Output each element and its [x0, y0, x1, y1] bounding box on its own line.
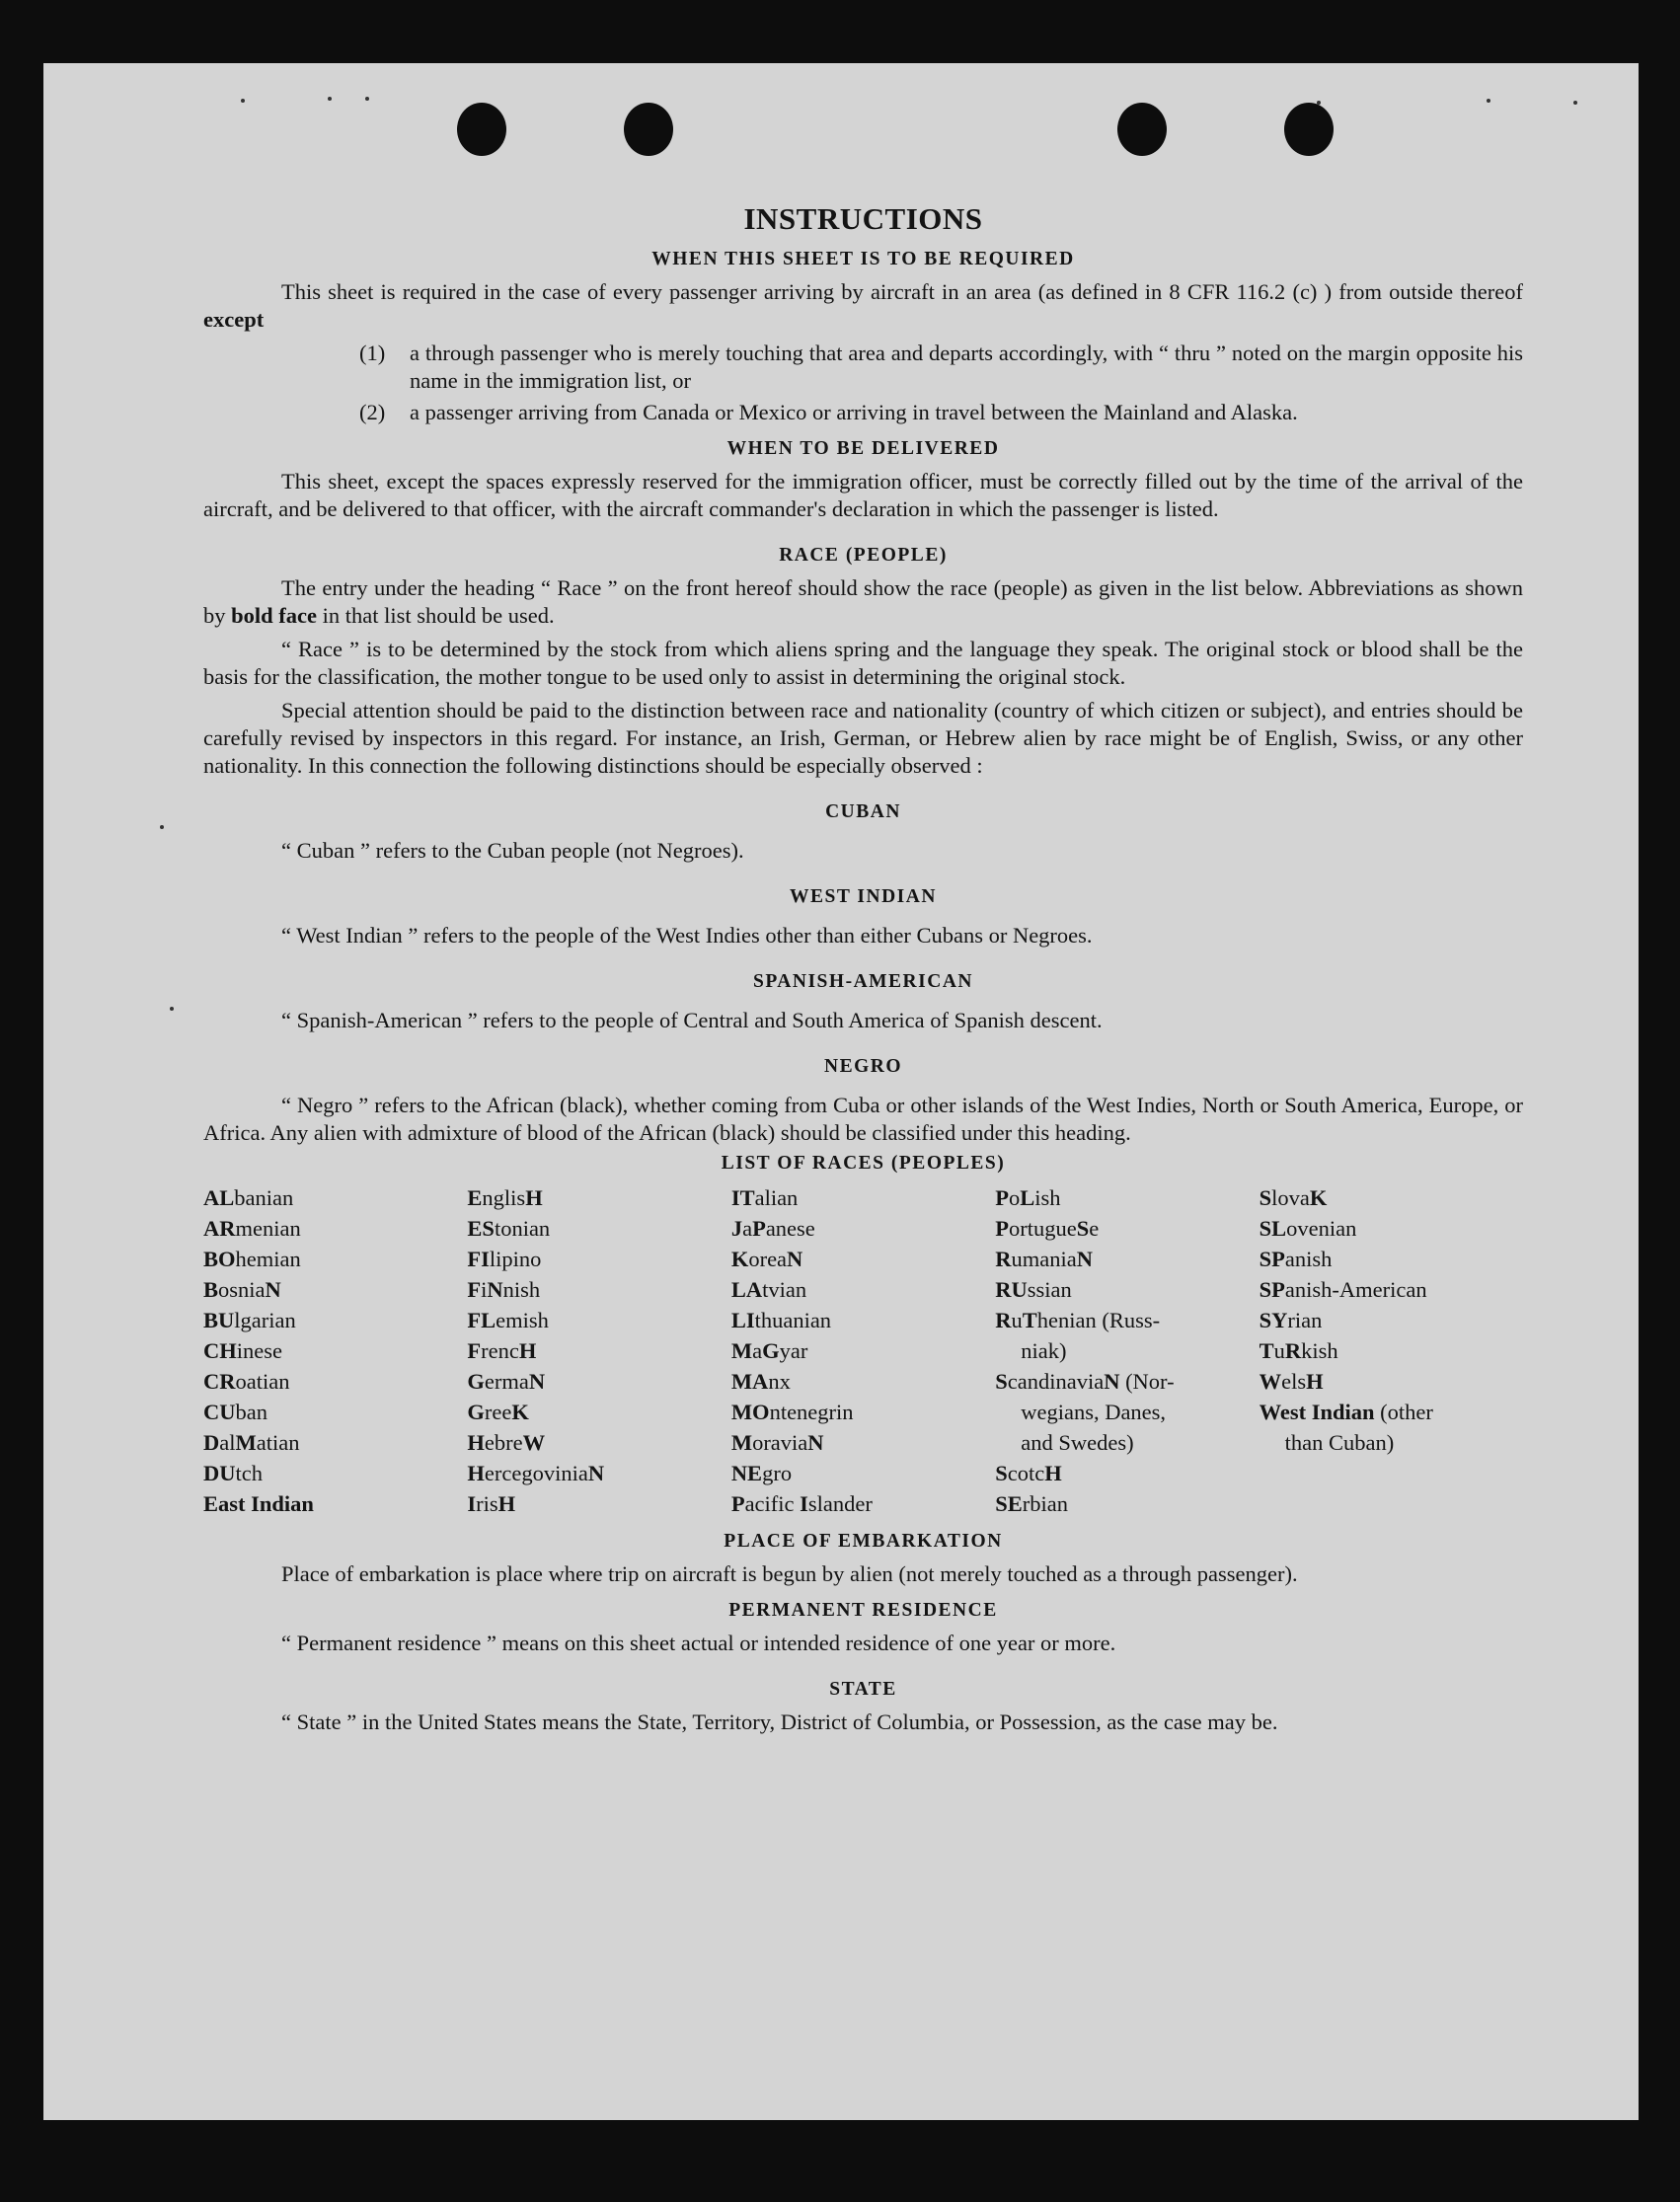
- heading-embarkation: PLACE OF EMBARKATION: [724, 1531, 1003, 1552]
- document-sheet: [43, 63, 1639, 2120]
- race-entry: FLemish: [467, 1308, 549, 1332]
- race-column: [203, 1182, 467, 1519]
- race-entry: BOhemian: [203, 1247, 301, 1271]
- race-entry: CRoatian: [203, 1369, 290, 1394]
- race-entry: than Cuban): [1284, 1430, 1395, 1455]
- race-entry: HebreW: [467, 1430, 546, 1455]
- race-entry: ITalian: [730, 1185, 799, 1210]
- race-entry: RumaniaN: [995, 1247, 1093, 1271]
- state-text: “ State ” in the United States means the State, Territory, District of Columbia, or Possession, as the case may be.: [281, 1709, 1278, 1734]
- race-entry: CUban: [203, 1400, 267, 1424]
- race-entry: MAnx: [730, 1369, 791, 1394]
- item-number: (2): [359, 400, 386, 424]
- race-entry: RuThenian (Russ-: [995, 1308, 1161, 1332]
- race-entry: DUtch: [203, 1461, 263, 1485]
- race-entry: PoLish: [995, 1185, 1061, 1210]
- speck: [170, 1007, 174, 1011]
- race-entry: East Indian: [203, 1491, 314, 1516]
- race-entry: ALbanian: [203, 1185, 294, 1210]
- race-entry: wegians, Danes,: [1021, 1400, 1167, 1424]
- race-paragraph-1: The entry under the heading “ Race ” on the front hereof should show the race (people) as given in the list below. Abbreviations as shown by bold face in that list should be used.: [203, 575, 1523, 628]
- race-entry: IrisH: [467, 1491, 516, 1516]
- race-paragraph-2: “ Race ” is to be determined by the stock from which aliens spring and the language they speak. The original stock or blood shall be the basis for the classification, the mother tongue to be used only to assist in determining the original stock.: [203, 637, 1523, 689]
- race-entry: ScandinaviaN (Nor-: [995, 1369, 1175, 1394]
- race-entry: West Indian (other: [1259, 1400, 1433, 1424]
- heading-required: WHEN THIS SHEET IS TO BE REQUIRED: [651, 249, 1075, 269]
- race-entry: SlovaK: [1259, 1185, 1328, 1210]
- heading-state: STATE: [829, 1679, 897, 1700]
- instructions-body: [203, 201, 1523, 1742]
- race-entry: EStonian: [467, 1216, 551, 1241]
- race-entry: ScotcH: [995, 1461, 1062, 1485]
- required-item-2: [359, 399, 1523, 426]
- race-entry: MoraviaN: [730, 1430, 824, 1455]
- race-entry: FiNnish: [467, 1277, 541, 1302]
- race-column: [995, 1182, 1259, 1519]
- page-title: INSTRUCTIONS: [743, 201, 983, 236]
- race-entry: GermaN: [467, 1369, 546, 1394]
- speck: [1573, 101, 1577, 105]
- race-entry: and Swedes): [1021, 1430, 1134, 1455]
- race-entry: niak): [1021, 1338, 1067, 1363]
- speck: [1487, 99, 1490, 103]
- race-column: [1260, 1182, 1523, 1519]
- race-column: [731, 1182, 995, 1519]
- race-entry: EnglisH: [467, 1185, 543, 1210]
- race-entry: KoreaN: [730, 1247, 803, 1271]
- race-paragraph-3: Special attention should be paid to the distinction between race and nationality (country of which citizen or subject), and entries should be carefully revised by inspectors in this regard. For instance, an Irish, German, or Hebrew alien by race might be of English, Swiss, or any other nationality. In this connection the following distinctions should be especially observed :: [203, 698, 1523, 778]
- race-entry: BUlgarian: [203, 1308, 296, 1332]
- required-intro: This sheet is required in the case of every passenger arriving by aircraft in an area (as defined in 8 CFR 116.2 (c) ) from outside thereof except: [203, 279, 1523, 332]
- races-list: [203, 1182, 1523, 1519]
- race-entry: NEgro: [730, 1461, 793, 1485]
- race-column: [467, 1182, 730, 1519]
- embarkation-text: Place of embarkation is place where trip on aircraft is begun by alien (not merely touched as a through passenger).: [281, 1561, 1298, 1586]
- race-entry: SLovenian: [1259, 1216, 1357, 1241]
- speck: [328, 97, 332, 101]
- race-entry: SYrian: [1259, 1308, 1323, 1332]
- race-entry: SPanish: [1259, 1247, 1333, 1271]
- west-indian-text: “ West Indian ” refers to the people of the West Indies other than either Cubans or Negroes.: [281, 923, 1093, 948]
- race-entry: JaPanese: [730, 1216, 815, 1241]
- race-entry: FrencH: [467, 1338, 537, 1363]
- race-entry: LAtvian: [730, 1277, 807, 1302]
- item-number: (1): [359, 341, 386, 365]
- heading-negro: NEGRO: [823, 1056, 902, 1077]
- race-entry: ARmenian: [203, 1216, 301, 1241]
- race-entry: PortugueSe: [995, 1216, 1100, 1241]
- punch-hole: [624, 103, 673, 156]
- item-text: a passenger arriving from Canada or Mexico or arriving in travel between the Mainland and Alaska.: [410, 400, 1298, 424]
- heading-residence: PERMANENT RESIDENCE: [728, 1600, 998, 1621]
- heading-race: RACE (PEOPLE): [779, 545, 948, 566]
- item-text: a through passenger who is merely touching that area and departs accordingly, with “ thru ” noted on the margin opposite his name in the immigration list, or: [410, 341, 1523, 393]
- negro-text: “ Negro ” refers to the African (black), whether coming from Cuba or other islands of the West Indies, North or South America, Europe, or Africa. Any alien with admixture of blood of the African (black) should be classified under this heading.: [203, 1093, 1523, 1145]
- heading-list-of-races: LIST OF RACES (PEOPLES): [721, 1153, 1006, 1174]
- speck: [1317, 101, 1321, 105]
- race-entry: DalMatian: [203, 1430, 300, 1455]
- race-entry: GreeK: [467, 1400, 529, 1424]
- race-entry: LIthuanian: [730, 1308, 832, 1332]
- delivered-text: This sheet, except the spaces expressly reserved for the immigration officer, must be correctly filled out by the time of the arrival of the aircraft, and be delivered to that officer, with the aircraft commander's declaration in which the passenger is listed.: [203, 469, 1523, 521]
- race-entry: RUssian: [995, 1277, 1072, 1302]
- race-entry: TuRkish: [1259, 1338, 1338, 1363]
- race-entry: MaGyar: [730, 1338, 808, 1363]
- punch-hole: [1284, 103, 1334, 156]
- cuban-text: “ Cuban ” refers to the Cuban people (not Negroes).: [281, 838, 744, 863]
- speck: [365, 97, 369, 101]
- race-entry: SPanish-American: [1259, 1277, 1427, 1302]
- heading-spanish-american: SPANISH-AMERICAN: [753, 971, 973, 992]
- race-entry: Pacific Islander: [730, 1491, 873, 1516]
- race-entry: SErbian: [995, 1491, 1068, 1516]
- spanish-american-text: “ Spanish-American ” refers to the people of Central and South America of Spanish descent.: [281, 1008, 1103, 1032]
- race-entry: CHinese: [203, 1338, 282, 1363]
- race-entry: BosniaN: [203, 1277, 281, 1302]
- race-entry: WelsH: [1259, 1369, 1324, 1394]
- required-item-1: [359, 340, 1523, 395]
- punch-hole: [1117, 103, 1167, 156]
- race-entry: MOntenegrin: [730, 1400, 854, 1424]
- speck: [241, 99, 245, 103]
- heading-west-indian: WEST INDIAN: [790, 886, 937, 907]
- race-entry: HercegoviniaN: [467, 1461, 605, 1485]
- heading-cuban: CUBAN: [825, 801, 901, 822]
- heading-delivered: WHEN TO BE DELIVERED: [726, 438, 1000, 459]
- residence-text: “ Permanent residence ” means on this sheet actual or intended residence of one year or more.: [281, 1631, 1116, 1655]
- race-entry: FIlipino: [467, 1247, 542, 1271]
- punch-hole: [457, 103, 506, 156]
- speck: [160, 825, 164, 829]
